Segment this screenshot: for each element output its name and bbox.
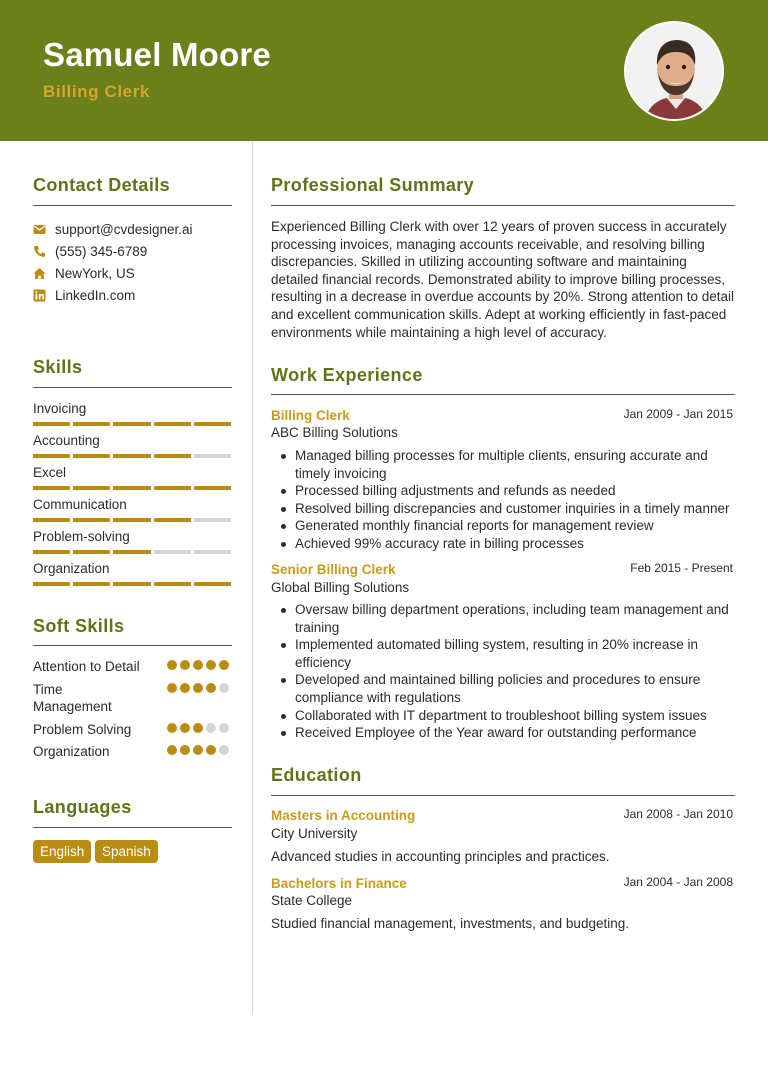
soft-skill-rating [167,660,229,670]
skills-heading: Skills [33,357,83,377]
job-bullet: Processed billing adjustments and refunds as needed [271,482,736,500]
rating-dot [219,745,229,755]
skill-level-segment [113,518,150,522]
education-divider [271,795,735,796]
rating-dot [167,660,177,670]
skill-level-segment [113,454,150,458]
rating-dot [219,683,229,693]
job-bullet: Achieved 99% accuracy rate in billing processes [271,535,736,553]
skills-divider [33,387,232,388]
job-bullet: Implemented automated billing system, resulting in 20% increase in efficiency [271,636,736,671]
skill-label: Organization [33,561,110,576]
skill-level-segment [194,582,231,586]
skill-level-segment [194,454,231,458]
soft-skills-divider [33,645,232,646]
contact-heading: Contact Details [33,175,171,195]
rating-dot [206,660,216,670]
soft-skill-label: Organization [33,744,110,759]
skill-level-bar [33,486,231,490]
rating-dot [193,723,203,733]
profile-photo-illustration [626,23,724,121]
rating-dot [180,723,190,733]
skill-level-segment [33,486,70,490]
rating-dot [180,660,190,670]
rating-dot [206,745,216,755]
rating-dot [193,745,203,755]
job-bullets [271,601,736,742]
phone-icon [33,245,46,258]
skill-label: Accounting [33,433,100,448]
soft-skill-rating [167,723,229,733]
summary-text: Experienced Billing Clerk with over 12 years of proven success in accurately processing invoices, managing accounts receivable, and resolving billing discrepancies. Skilled in utilizing accounting software and maintaining detailed financial records. Demonstrated ability to improve billing processes, resulting in a decrease in overdue accounts by 20%. Strong attention to detail and excellent communication skills. Adept at working efficiently in fast-paced environments while maintaining a high level of accuracy. [271,219,735,340]
skill-level-segment [194,518,231,522]
skill-level-segment [73,422,110,426]
rating-dot [219,723,229,733]
soft-skill-label: Problem Solving [33,722,132,737]
skill-level-bar [33,422,231,426]
column-divider [252,141,253,1014]
contact-phone[interactable] [33,244,147,259]
skill-level-segment [154,486,191,490]
job-company: ABC Billing Solutions [271,425,398,440]
job-bullet: Collaborated with IT department to troubleshoot billing system issues [271,707,736,725]
job-date: Feb 2015 - Present [630,561,733,575]
experience-divider [271,394,735,395]
skill-level-segment [154,422,191,426]
soft-skills-heading: Soft Skills [33,616,125,636]
job-title: Senior Billing Clerk [271,562,396,577]
job-company: Global Billing Solutions [271,580,410,595]
soft-skill-label: Time Management [33,682,112,714]
rating-dot [180,683,190,693]
skill-level-segment [194,550,231,554]
skill-level-segment [154,582,191,586]
soft-skill-rating [167,683,229,693]
skill-level-segment [154,550,191,554]
job-bullet: Developed and maintained billing policies and procedures to ensure compliance with regulations [271,671,736,706]
skill-level-segment [73,486,110,490]
job-bullet: Oversaw billing department operations, including team management and training [271,601,736,636]
skill-level-segment [33,422,70,426]
contact-divider [33,205,232,206]
rating-dot [206,723,216,733]
education-heading: Education [271,765,362,785]
skill-level-bar [33,518,231,522]
contact-email-text: support@cvdesigner.ai [55,222,193,237]
rating-dot [193,683,203,693]
skill-level-segment [73,550,110,554]
skill-level-bar [33,454,231,458]
skill-level-segment [73,518,110,522]
job-bullet: Resolved billing discrepancies and customer inquiries in a timely manner [271,500,736,518]
skill-level-segment [154,518,191,522]
experience-heading: Work Experience [271,365,423,385]
skill-level-segment [33,582,70,586]
contact-phone-text: (555) 345-6789 [55,244,148,259]
home-icon [33,267,46,280]
rating-dot [193,660,203,670]
rating-dot [206,683,216,693]
job-date: Jan 2009 - Jan 2015 [623,407,733,421]
rating-dot [180,745,190,755]
contact-linkedin[interactable] [33,288,135,303]
languages-heading: Languages [33,797,132,817]
rating-dot [167,683,177,693]
rating-dot [167,723,177,733]
contact-linkedin-text: LinkedIn.com [55,288,136,303]
job-bullets [271,447,736,553]
job-bullet: Received Employee of the Year award for outstanding performance [271,724,736,742]
contact-location-text: NewYork, US [55,266,135,281]
candidate-role: Billing Clerk [43,82,150,101]
skill-level-segment [194,422,231,426]
summary-heading: Professional Summary [271,175,475,195]
skill-level-segment [73,582,110,586]
rating-dot [167,745,177,755]
skill-level-segment [113,422,150,426]
job-title: Billing Clerk [271,408,350,423]
contact-location [33,266,135,281]
degree-title: Masters in Accounting [271,808,416,823]
skill-level-bar [33,550,231,554]
contact-email[interactable] [33,222,193,237]
job-bullet: Managed billing processes for multiple clients, ensuring accurate and timely invoicing [271,447,736,482]
degree-date: Jan 2004 - Jan 2008 [623,875,733,889]
profile-photo [624,21,724,121]
skill-level-segment [154,454,191,458]
school-name: City University [271,826,358,841]
skill-level-segment [33,518,70,522]
summary-divider [271,205,735,206]
skill-label: Problem-solving [33,529,130,544]
header-banner [0,0,768,141]
candidate-name: Samuel Moore [43,36,271,73]
degree-date: Jan 2008 - Jan 2010 [623,807,733,821]
skill-label: Invoicing [33,401,87,416]
school-name: State College [271,893,353,908]
degree-description: Advanced studies in accounting principles and practices. [271,849,610,864]
degree-title: Bachelors in Finance [271,876,407,891]
job-bullet: Generated monthly financial reports for management review [271,517,736,535]
envelope-icon [33,223,46,236]
skill-level-segment [113,550,150,554]
skill-level-segment [113,582,150,586]
rating-dot [219,660,229,670]
skill-label: Communication [33,497,127,512]
soft-skill-rating [167,745,229,755]
skill-level-segment [113,486,150,490]
linkedin-icon [33,289,46,302]
skill-level-segment [33,550,70,554]
skill-level-segment [33,454,70,458]
skill-label: Excel [33,465,67,480]
language-tag-english: English [33,840,91,863]
soft-skill-label: Attention to Detail [33,659,140,674]
languages-divider [33,827,232,828]
degree-description: Studied financial management, investments, and budgeting. [271,916,629,931]
language-tag-spanish: Spanish [95,840,158,863]
skill-level-bar [33,582,231,586]
skill-level-segment [73,454,110,458]
skill-level-segment [194,486,231,490]
